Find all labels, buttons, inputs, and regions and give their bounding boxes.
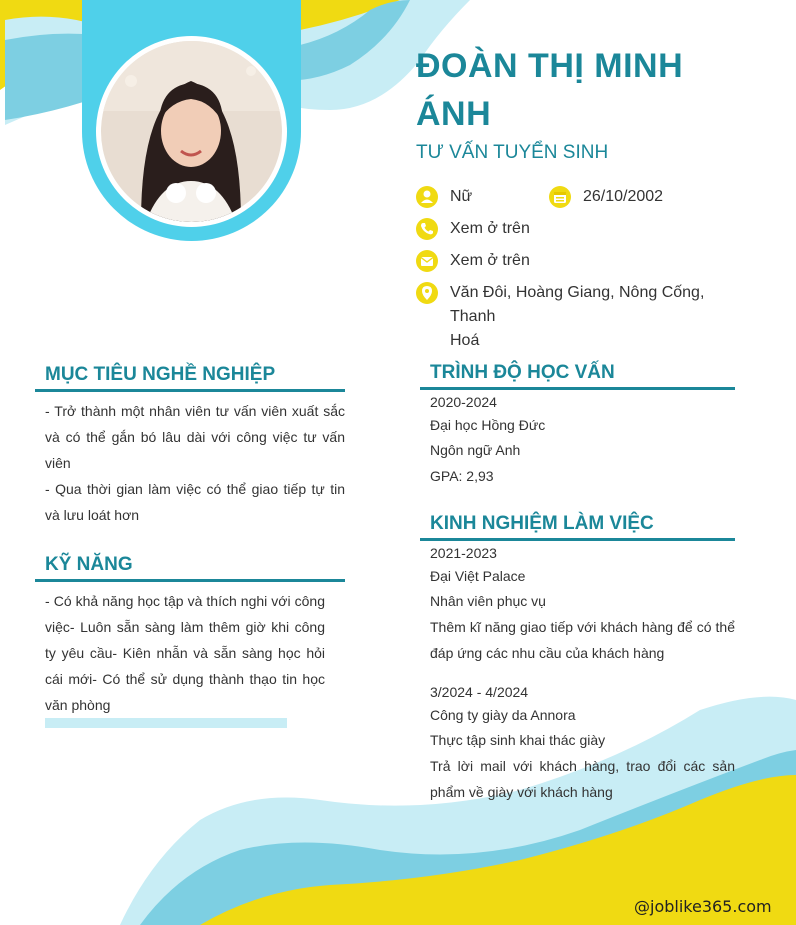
job-description: Trả lời mail với khách hàng, trao đổi các sản phẩm về giày với khách hàng bbox=[430, 758, 735, 800]
education-divider bbox=[420, 387, 735, 390]
objective-item: - Qua thời gian làm việc có thể giao tiếp tự tin và lưu loát hơn bbox=[45, 481, 345, 523]
objective-item: - Trở thành một nhân viên tư vấn viên xuất sắc và có thể gắn bó lâu dài với công việc tư vấn viên bbox=[45, 403, 345, 471]
address-line-1: Văn Đôi, Hoàng Giang, Nông Cống, Thanh bbox=[450, 284, 705, 325]
job-position: Nhân viên phục vụ bbox=[430, 593, 546, 609]
phone-icon bbox=[416, 218, 438, 240]
skills-progress-bar bbox=[45, 718, 287, 728]
candidate-name bbox=[416, 42, 756, 138]
education-major: Ngôn ngữ Anh bbox=[430, 442, 521, 458]
watermark-text: @joblike365.com bbox=[634, 897, 772, 916]
skills-text: - Có khả năng học tập và thích nghi với công việc- Luôn sẵn sàng làm thêm giờ khi công ty yêu cầu- Kiên nhẫn và sẵn sàng học hỏi cái mới- Có thể sử dụng thành thạo tin học văn phòng bbox=[45, 593, 325, 713]
skills-divider bbox=[35, 579, 345, 582]
job-company: Công ty giày da Annora bbox=[430, 707, 576, 723]
experience-heading: KINH NGHIỆM LÀM VIỆC bbox=[430, 513, 654, 534]
objective-divider bbox=[35, 389, 345, 392]
education-gpa: GPA: 2,93 bbox=[430, 468, 494, 484]
objective-heading: MỤC TIÊU NGHỀ NGHIỆP bbox=[45, 364, 276, 385]
name-line-2: ÁNH bbox=[416, 95, 492, 133]
address-line-2: Hoá bbox=[450, 332, 480, 349]
location-pin-icon bbox=[416, 282, 438, 304]
job-company: Đại Việt Palace bbox=[430, 568, 526, 584]
job-description: Thêm kĩ năng giao tiếp với khách hàng để có thể đáp ứng các nhu cầu của khách hàng bbox=[430, 619, 735, 661]
name-line-1: ĐOÀN THỊ MINH bbox=[416, 47, 684, 85]
person-icon bbox=[416, 186, 438, 208]
calendar-icon bbox=[549, 186, 571, 208]
address-value bbox=[450, 281, 750, 353]
job-position: Thực tập sinh khai thác giày bbox=[430, 732, 606, 748]
education-school: Đại học Hồng Đức bbox=[430, 417, 546, 433]
objective-text bbox=[45, 398, 345, 528]
skills-heading: KỸ NĂNG bbox=[45, 554, 133, 575]
mail-icon bbox=[416, 250, 438, 272]
experience-divider bbox=[420, 538, 735, 541]
email-value: Xem ở trên bbox=[450, 252, 530, 269]
profile-photo bbox=[101, 41, 282, 222]
education-period: 2020-2024 bbox=[430, 394, 497, 410]
job-period: 2021-2023 bbox=[430, 545, 497, 561]
job-title: TƯ VẤN TUYỂN SINH bbox=[416, 142, 609, 163]
job-period: 3/2024 - 4/2024 bbox=[430, 684, 529, 700]
phone-value: Xem ở trên bbox=[450, 220, 530, 237]
education-heading: TRÌNH ĐỘ HỌC VẤN bbox=[430, 362, 615, 383]
gender-value: Nữ bbox=[450, 188, 473, 205]
birthdate-value: 26/10/2002 bbox=[583, 188, 664, 205]
